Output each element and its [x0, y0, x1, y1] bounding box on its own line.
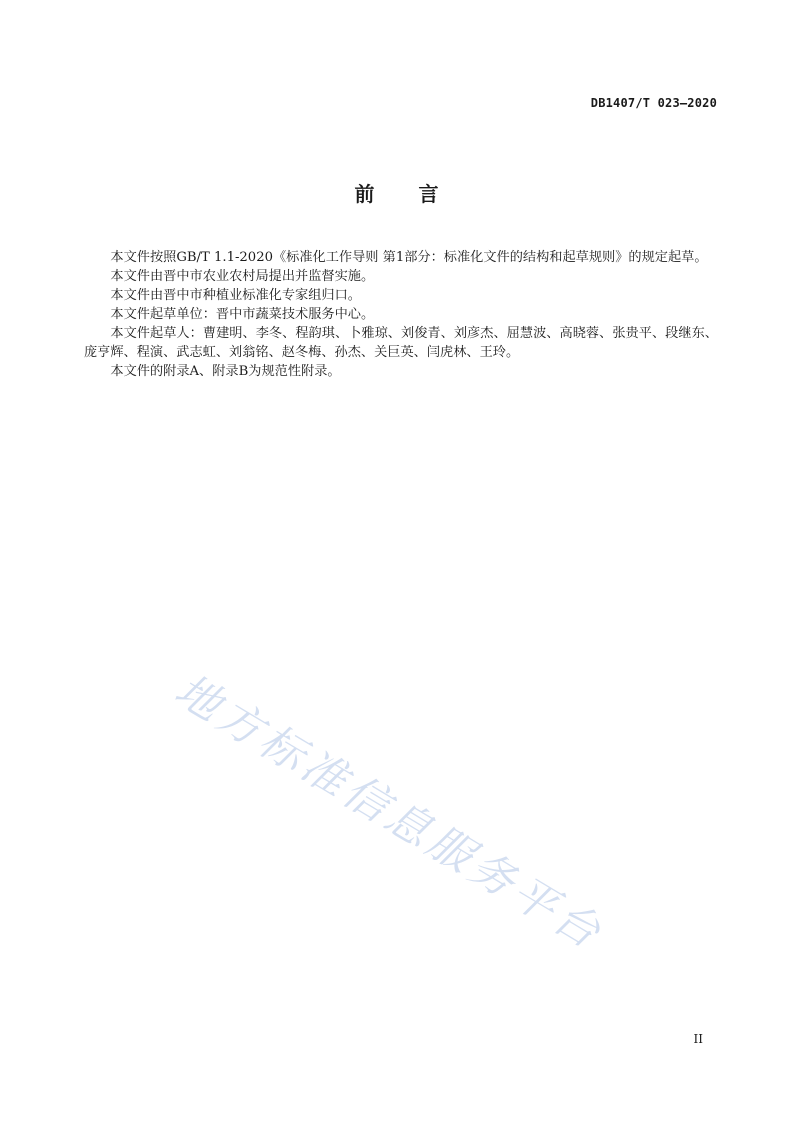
watermark: 地方标准信息服务平台 [166, 664, 613, 961]
paragraph-appendices: 本文件的附录A、附录B为规范性附录。 [110, 364, 341, 379]
paragraph-drafting-unit: 本文件起草单位：晋中市蔬菜技术服务中心。 [110, 307, 375, 322]
paragraph-drafting-rules: 本文件按照GB/T 1.1-2020《标准化工作导则 第1部分：标准化文件的结构和起草规则》的规定起草。 [110, 250, 708, 265]
paragraph-proposer: 本文件由晋中市农业农村局提出并监督实施。 [110, 269, 375, 284]
paragraph-drafters: 本文件起草人：曹建明、李冬、程韵琪、卜雅琼、刘俊青、刘彦杰、屈慧波、高晓蓉、张贵平、段继东、庞亨辉、程演、武志虹、刘翁铭、赵冬梅、孙杰、关巨英、闫虎林、王玲。 [84, 326, 718, 360]
paragraph-centralized-unit: 本文件由晋中市种植业标准化专家组归口。 [110, 288, 361, 303]
page-number: II [693, 1032, 703, 1046]
foreword-body [84, 248, 718, 381]
document-code: DB1407/T 023—2020 [590, 96, 717, 110]
page-title: 前言 [354, 182, 483, 206]
